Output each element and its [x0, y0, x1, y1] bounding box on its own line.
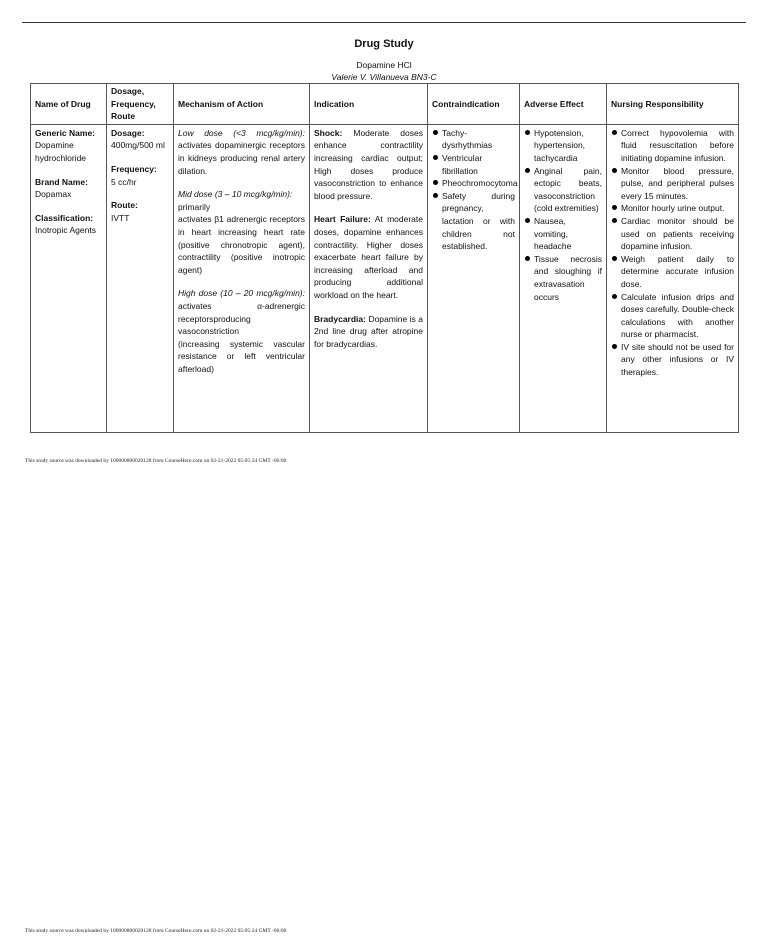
list-item: IV site should not be used for any other infusions or IV therapies.	[611, 341, 734, 379]
contraindication-list	[432, 127, 518, 253]
frequency-value: 5 cc/hr	[111, 176, 137, 187]
classification-value: Inotropic Agents	[35, 225, 96, 236]
shock-text: Moderate doses enhance contractility increasing cardiac output; High doses produce vasoconstriction to enhance blood pressure.	[314, 127, 423, 201]
list-item: Anginal pain, ectopic beats, vasoconstriction (cold extremities)	[524, 165, 602, 215]
header-adverse-effect: Adverse Effect	[520, 84, 607, 125]
list-item: Hypotension, hypertension, tachycardia	[524, 127, 602, 165]
list-item: Correct hypovolemia with fluid resuscitation before initiating dopamine infusion.	[611, 127, 734, 165]
cell-contraindication	[428, 124, 520, 432]
header-contraindication: Contraindication	[428, 84, 520, 125]
heart-failure-text: At moderate doses, dopamine enhances contractility. Higher doses exacerbate heart failure by increasing afterload and producing additional workload on the heart.	[314, 214, 423, 300]
list-item: Pheochromocytoma	[432, 177, 515, 190]
header-indication: Indication	[310, 84, 428, 125]
adverse-effect-list	[524, 127, 602, 303]
header-name-of-drug: Name of Drug	[31, 84, 107, 125]
low-dose-block	[178, 127, 305, 177]
heart-failure-block	[314, 213, 423, 301]
brand-name-value: Dopamax	[35, 189, 72, 200]
cell-adverse-effect	[520, 124, 607, 432]
header-mechanism: Mechanism of Action	[174, 84, 310, 125]
mid-dose-label: Mid dose (3 – 10 mcg/kg/min):	[178, 189, 293, 200]
bradycardia-text: Dopamine is a 2nd line drug after atropine for bradycardias.	[314, 313, 423, 349]
classification-label: Classification:	[35, 212, 94, 223]
top-rule	[22, 22, 746, 23]
download-notice-top: This study source was downloaded by 100000800020128 from CourseHero.com on 02-21-2022 05:05:24 GMT -06:00	[25, 458, 287, 464]
cell-drug-name	[31, 124, 107, 432]
list-item: Monitor blood pressure, pulse, and peripheral pulses every 15 minutes.	[611, 165, 734, 203]
table-header-row	[31, 84, 739, 125]
list-item: Ventricular fibrillation	[432, 152, 515, 177]
heart-failure-label: Heart Failure:	[314, 214, 371, 225]
list-item: Cardiac monitor should be used on patients receiving dopamine infusion.	[611, 215, 734, 253]
dosage-label: Dosage:	[111, 127, 145, 138]
document-subtitle: Dopamine HCl	[356, 60, 412, 70]
low-dose-label: Low dose (<3 mcg/kg/min):	[178, 127, 305, 138]
list-item: Safety during pregnancy, lactation or with children not established.	[432, 190, 515, 253]
generic-name-value: Dopamine hydrochloride	[35, 140, 87, 163]
nursing-responsibility-list	[611, 127, 734, 379]
document-title: Drug Study	[354, 38, 414, 50]
cell-indication	[310, 124, 428, 432]
brand-name-label: Brand Name:	[35, 176, 88, 187]
list-item: Monitor hourly urine output.	[611, 202, 734, 215]
table-row	[31, 124, 739, 432]
shock-label: Shock:	[314, 127, 343, 138]
cell-nursing-responsibility	[607, 124, 739, 432]
mid-dose-text-1: primarily	[178, 201, 211, 212]
dosage-value: 400mg/500 ml	[111, 140, 165, 151]
download-notice-bottom: This study source was downloaded by 100000800020128 from CourseHero.com on 02-21-2022 05:05:24 GMT -06:00	[25, 928, 287, 934]
bradycardia-block	[314, 313, 423, 351]
author-line: Valerie V. Villanueva BN3-C	[331, 72, 437, 82]
route-label: Route:	[111, 200, 138, 211]
list-item: Calculate infusion drips and doses carefully. Double-check calculations with another nurse or pharmacist.	[611, 291, 734, 341]
cell-dosage	[107, 124, 174, 432]
list-item: Tachy-dysrhythmias	[432, 127, 515, 152]
generic-name-label: Generic Name:	[35, 127, 95, 138]
high-dose-block	[178, 287, 305, 337]
low-dose-text: activates dopaminergic receptors in kidneys producing renal artery dilation.	[178, 140, 305, 176]
list-item: Weigh patient daily to determine accurate infusion dose.	[611, 253, 734, 291]
header-dosage: Dosage, Frequency, Route	[107, 84, 174, 125]
frequency-label: Frequency:	[111, 163, 157, 174]
list-item: Tissue necrosis and sloughing if extravasation occurs	[524, 253, 602, 303]
high-dose-label: High dose (10 – 20 mcg/kg/min):	[178, 288, 305, 299]
high-dose-text-2: (increasing systemic vascular resistance or left ventricular afterload)	[178, 338, 305, 374]
mid-dose-text-2: activates β1 adrenergic receptors in heart increasing heart rate (positive chronotropic agent), contractility (positive inotropic agent)	[178, 214, 305, 275]
drug-study-table	[30, 83, 739, 433]
bradycardia-label: Bradycardia:	[314, 313, 366, 324]
shock-block	[314, 127, 423, 203]
route-value: IVTT	[111, 212, 130, 223]
header-nursing-responsibility: Nursing Responsibility	[607, 84, 739, 125]
high-dose-text-1: activates α-adrenergic receptorsproducing vasoconstriction	[178, 300, 305, 337]
list-item: Nausea, vomiting, headache	[524, 215, 602, 253]
cell-mechanism	[174, 124, 310, 432]
